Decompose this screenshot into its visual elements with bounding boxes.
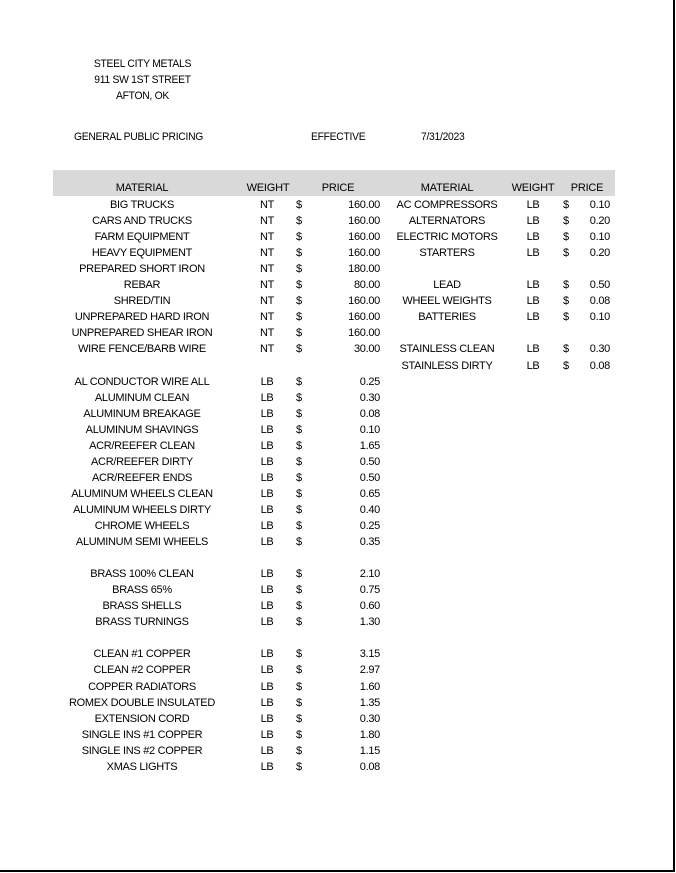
table-row bbox=[0, 679, 673, 695]
price-cell: 160.00 bbox=[348, 215, 380, 228]
price-cell: 0.10 bbox=[589, 231, 610, 244]
currency-cell: $ bbox=[296, 295, 302, 308]
material-cell: ALUMINUM SEMI WHEELS bbox=[75, 536, 209, 549]
weight-cell: LB bbox=[260, 744, 274, 757]
price-cell: 1.80 bbox=[359, 728, 380, 741]
weight-cell: LB bbox=[260, 455, 274, 468]
currency-cell: $ bbox=[563, 199, 569, 211]
weight-cell: NT bbox=[259, 311, 275, 324]
weight-cell: LB bbox=[260, 471, 274, 484]
weight-cell: NT bbox=[259, 199, 275, 211]
weight-cell: NT bbox=[259, 247, 275, 260]
weight-cell: LB bbox=[260, 648, 274, 661]
price-cell: 30.00 bbox=[353, 343, 380, 356]
table-row bbox=[0, 406, 673, 422]
price-cell: 0.10 bbox=[589, 199, 610, 211]
currency-cell: $ bbox=[296, 487, 302, 500]
material-cell: SHRED/TIN bbox=[113, 295, 171, 308]
table-row bbox=[0, 229, 673, 245]
table-row bbox=[0, 646, 673, 662]
currency-cell: $ bbox=[296, 712, 302, 725]
table-row bbox=[0, 518, 673, 534]
currency-cell: $ bbox=[296, 536, 302, 549]
right-header-price: PRICE bbox=[570, 182, 604, 194]
weight-cell: LB bbox=[526, 199, 540, 211]
currency-cell: $ bbox=[296, 696, 302, 709]
material-cell: REBAR bbox=[123, 279, 161, 292]
weight-cell: LB bbox=[526, 343, 540, 356]
material-cell: STAINLESS CLEAN bbox=[399, 343, 495, 356]
table-row bbox=[0, 261, 673, 277]
price-cell: 1.35 bbox=[359, 696, 380, 709]
weight-cell: LB bbox=[526, 247, 540, 260]
material-cell: ELECTRIC MOTORS bbox=[396, 231, 498, 244]
material-cell: WIRE FENCE/BARB WIRE bbox=[78, 343, 206, 356]
material-cell: CARS AND TRUCKS bbox=[92, 215, 192, 228]
table-row bbox=[0, 566, 673, 582]
material-cell: AL CONDUCTOR WIRE ALL bbox=[74, 375, 210, 388]
price-cell: 0.60 bbox=[359, 600, 380, 613]
currency-cell: $ bbox=[296, 584, 302, 597]
material-cell: WHEEL WEIGHTS bbox=[402, 295, 492, 308]
price-cell: 160.00 bbox=[348, 327, 380, 340]
price-cell: 160.00 bbox=[348, 295, 380, 308]
price-cell: 0.30 bbox=[359, 391, 380, 404]
weight-cell: LB bbox=[260, 760, 274, 773]
currency-cell: $ bbox=[296, 648, 302, 661]
weight-cell: LB bbox=[260, 439, 274, 452]
currency-cell: $ bbox=[296, 215, 302, 228]
currency-cell: $ bbox=[296, 439, 302, 452]
material-cell: ACR/REEFER DIRTY bbox=[91, 455, 193, 468]
table-row bbox=[0, 422, 673, 438]
table-row bbox=[0, 293, 673, 309]
table-row bbox=[0, 341, 673, 357]
material-cell: UNPREPARED SHEAR IRON bbox=[71, 327, 213, 340]
weight-cell: LB bbox=[260, 696, 274, 709]
material-cell: BRASS SHELLS bbox=[102, 600, 182, 613]
table-row bbox=[0, 197, 673, 213]
currency-cell: $ bbox=[563, 279, 569, 292]
currency-cell: $ bbox=[296, 616, 302, 629]
currency-cell: $ bbox=[296, 231, 302, 244]
currency-cell: $ bbox=[563, 215, 569, 228]
currency-cell: $ bbox=[563, 231, 569, 244]
price-cell: 0.50 bbox=[359, 471, 380, 484]
material-cell: HEAVY EQUIPMENT bbox=[91, 247, 193, 260]
weight-cell: LB bbox=[260, 664, 274, 677]
weight-cell: LB bbox=[260, 423, 274, 436]
material-cell: ALTERNATORS bbox=[408, 215, 486, 228]
currency-cell: $ bbox=[296, 199, 302, 211]
weight-cell: LB bbox=[526, 279, 540, 292]
weight-cell: LB bbox=[260, 680, 274, 693]
weight-cell: NT bbox=[259, 263, 275, 276]
table-row bbox=[0, 550, 673, 566]
price-cell: 0.08 bbox=[589, 359, 610, 372]
right-header-weight: WEIGHT bbox=[511, 182, 555, 194]
material-cell: CLEAN #2 COPPER bbox=[93, 664, 191, 677]
price-cell: 0.08 bbox=[359, 407, 380, 420]
price-cell: 0.20 bbox=[589, 215, 610, 228]
currency-cell: $ bbox=[296, 423, 302, 436]
material-cell: SINGLE INS #2 COPPER bbox=[81, 744, 203, 757]
price-cell: 0.10 bbox=[359, 423, 380, 436]
price-cell: 160.00 bbox=[348, 199, 380, 211]
material-cell: BRASS TURNINGS bbox=[95, 616, 189, 629]
table-row bbox=[0, 358, 673, 374]
material-cell: PREPARED SHORT IRON bbox=[79, 263, 205, 276]
price-cell: 0.30 bbox=[359, 712, 380, 725]
material-cell: UNPREPARED HARD IRON bbox=[74, 311, 210, 324]
table-row bbox=[0, 582, 673, 598]
currency-cell: $ bbox=[296, 568, 302, 581]
table-row bbox=[0, 502, 673, 518]
table-row bbox=[0, 454, 673, 470]
material-cell: ALUMINUM WHEELS CLEAN bbox=[71, 487, 213, 500]
weight-cell: NT bbox=[259, 295, 275, 308]
price-cell: 0.50 bbox=[589, 279, 610, 292]
effective-date: 7/31/2023 bbox=[421, 131, 465, 143]
currency-cell: $ bbox=[296, 600, 302, 613]
price-cell: 0.25 bbox=[359, 375, 380, 388]
material-cell: EXTENSION CORD bbox=[94, 712, 190, 725]
material-cell: BATTERIES bbox=[418, 311, 476, 324]
left-header-price: PRICE bbox=[321, 182, 355, 194]
price-cell: 0.35 bbox=[359, 536, 380, 549]
material-cell: STARTERS bbox=[419, 247, 475, 260]
left-header-weight: WEIGHT bbox=[246, 182, 290, 194]
table-row bbox=[0, 470, 673, 486]
table-row bbox=[0, 759, 673, 775]
table-row bbox=[0, 277, 673, 293]
effective-label: EFFECTIVE bbox=[311, 131, 366, 143]
price-cell: 0.08 bbox=[359, 760, 380, 773]
price-cell: 0.25 bbox=[359, 520, 380, 532]
material-cell: BRASS 65% bbox=[112, 584, 172, 597]
weight-cell: LB bbox=[260, 712, 274, 725]
table-row bbox=[0, 534, 673, 550]
weight-cell: NT bbox=[259, 215, 275, 228]
price-cell: 0.20 bbox=[589, 247, 610, 260]
currency-cell: $ bbox=[296, 263, 302, 276]
price-cell: 1.60 bbox=[359, 680, 380, 693]
weight-cell: LB bbox=[260, 520, 274, 532]
material-cell: CHROME WHEELS bbox=[94, 520, 190, 532]
weight-cell: LB bbox=[260, 536, 274, 549]
currency-cell: $ bbox=[563, 295, 569, 308]
weight-cell: LB bbox=[260, 584, 274, 597]
price-cell: 2.97 bbox=[359, 664, 380, 677]
currency-cell: $ bbox=[296, 375, 302, 388]
material-cell: CLEAN #1 COPPER bbox=[93, 648, 191, 661]
weight-cell: LB bbox=[260, 568, 274, 581]
price-cell: 1.30 bbox=[359, 616, 380, 629]
company-city: AFTON, OK bbox=[115, 90, 169, 102]
weight-cell: LB bbox=[260, 600, 274, 613]
price-cell: 160.00 bbox=[348, 247, 380, 260]
weight-cell: LB bbox=[526, 231, 540, 244]
table-row bbox=[0, 374, 673, 390]
table-row bbox=[0, 743, 673, 759]
currency-cell: $ bbox=[296, 391, 302, 404]
currency-cell: $ bbox=[296, 664, 302, 677]
currency-cell: $ bbox=[296, 760, 302, 773]
price-cell: 0.75 bbox=[359, 584, 380, 597]
currency-cell: $ bbox=[563, 343, 569, 356]
material-cell: ALUMINUM BREAKAGE bbox=[83, 407, 201, 420]
table-row bbox=[0, 213, 673, 229]
currency-cell: $ bbox=[563, 311, 569, 324]
currency-cell: $ bbox=[296, 471, 302, 484]
currency-cell: $ bbox=[296, 728, 302, 741]
weight-cell: NT bbox=[259, 279, 275, 292]
price-cell: 0.65 bbox=[359, 487, 380, 500]
table-row bbox=[0, 325, 673, 341]
table-row bbox=[0, 245, 673, 261]
price-cell: 160.00 bbox=[348, 311, 380, 324]
material-cell: SINGLE INS #1 COPPER bbox=[81, 728, 203, 741]
material-cell: COPPER RADIATORS bbox=[88, 680, 196, 693]
currency-cell: $ bbox=[296, 407, 302, 420]
table-row bbox=[0, 662, 673, 678]
weight-cell: NT bbox=[259, 327, 275, 340]
price-cell: 0.50 bbox=[359, 455, 380, 468]
weight-cell: LB bbox=[260, 616, 274, 629]
table-row bbox=[0, 486, 673, 502]
weight-cell: LB bbox=[260, 728, 274, 741]
weight-cell: NT bbox=[259, 343, 275, 356]
weight-cell: LB bbox=[526, 311, 540, 324]
material-cell: LEAD bbox=[433, 279, 461, 292]
material-cell: ALUMINUM WHEELS DIRTY bbox=[73, 503, 211, 516]
currency-cell: $ bbox=[563, 247, 569, 260]
price-cell: 2.10 bbox=[359, 568, 380, 581]
currency-cell: $ bbox=[296, 680, 302, 693]
table-row bbox=[0, 309, 673, 325]
table-row bbox=[0, 438, 673, 454]
currency-cell: $ bbox=[296, 744, 302, 757]
material-cell: ALUMINUM SHAVINGS bbox=[85, 423, 199, 436]
currency-cell: $ bbox=[296, 247, 302, 260]
material-cell: XMAS LIGHTS bbox=[106, 760, 178, 773]
price-cell: 0.30 bbox=[589, 343, 610, 356]
material-cell: ROMEX DOUBLE INSULATED bbox=[68, 696, 215, 709]
table-row bbox=[0, 695, 673, 711]
material-cell: AC COMPRESSORS bbox=[396, 199, 498, 211]
price-cell: 80.00 bbox=[353, 279, 380, 292]
currency-cell: $ bbox=[296, 343, 302, 356]
currency-cell: $ bbox=[296, 327, 302, 340]
price-cell: 1.65 bbox=[359, 439, 380, 452]
material-cell: BIG TRUCKS bbox=[109, 199, 175, 211]
price-cell: 160.00 bbox=[348, 231, 380, 244]
weight-cell: NT bbox=[259, 231, 275, 244]
table-row bbox=[0, 711, 673, 727]
price-cell: 0.08 bbox=[589, 295, 610, 308]
table-row bbox=[0, 614, 673, 630]
right-header-material: MATERIAL bbox=[420, 182, 474, 194]
currency-cell: $ bbox=[296, 503, 302, 516]
price-cell: 1.15 bbox=[359, 744, 380, 757]
table-row bbox=[0, 390, 673, 406]
material-cell: ALUMINUM CLEAN bbox=[94, 391, 190, 404]
price-cell: 180.00 bbox=[348, 263, 380, 276]
company-address: 911 SW 1ST STREET bbox=[94, 74, 191, 86]
currency-cell: $ bbox=[563, 359, 569, 372]
currency-cell: $ bbox=[296, 520, 302, 532]
table-row bbox=[0, 727, 673, 743]
left-header-material: MATERIAL bbox=[115, 182, 169, 194]
material-cell: BRASS 100% CLEAN bbox=[90, 568, 194, 581]
weight-cell: LB bbox=[260, 391, 274, 404]
material-cell: ACR/REEFER CLEAN bbox=[89, 439, 195, 452]
material-cell: STAINLESS DIRTY bbox=[401, 359, 493, 372]
weight-cell: LB bbox=[526, 359, 540, 372]
weight-cell: LB bbox=[260, 407, 274, 420]
weight-cell: LB bbox=[526, 215, 540, 228]
material-cell: FARM EQUIPMENT bbox=[94, 231, 190, 244]
weight-cell: LB bbox=[260, 503, 274, 516]
currency-cell: $ bbox=[296, 279, 302, 292]
price-cell: 3.15 bbox=[359, 648, 380, 661]
weight-cell: LB bbox=[526, 295, 540, 308]
currency-cell: $ bbox=[296, 455, 302, 468]
price-cell: 0.10 bbox=[589, 311, 610, 324]
material-cell: ACR/REEFER ENDS bbox=[91, 471, 193, 484]
weight-cell: LB bbox=[260, 487, 274, 500]
pricing-title: GENERAL PUBLIC PRICING bbox=[74, 131, 204, 143]
table-row bbox=[0, 630, 673, 646]
currency-cell: $ bbox=[296, 311, 302, 324]
weight-cell: LB bbox=[260, 375, 274, 388]
price-cell: 0.40 bbox=[359, 503, 380, 516]
company-name: STEEL CITY METALS bbox=[93, 58, 192, 70]
table-row bbox=[0, 598, 673, 614]
